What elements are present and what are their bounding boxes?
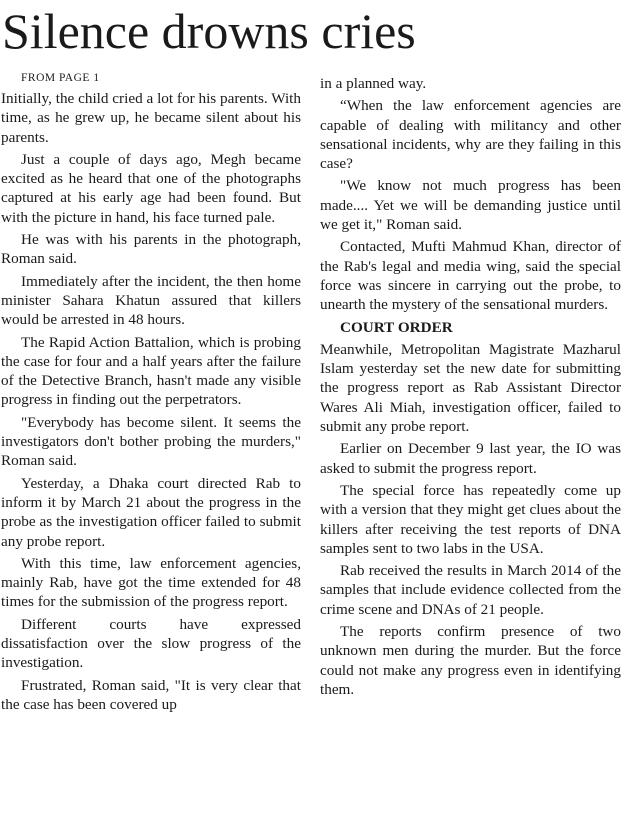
article-paragraph: Frustrated, Roman said, "It is very clear that the case has been covered up	[1, 676, 301, 713]
section-subhead: COURT ORDER	[340, 318, 453, 336]
article-paragraph: Just a couple of days ago, Megh became excited as he heard that one of the photographs captured at his early age had been found. But with the picture in hand, his face turned pale.	[1, 150, 301, 226]
article-paragraph: The Rapid Action Battalion, which is probing the case for four and a half years after the failure of the Detective Branch, hasn't made any visible progress in finding out the perpetrators.	[1, 333, 301, 409]
article-paragraph: Yesterday, a Dhaka court directed Rab to inform it by March 21 about the progress in the probe as the investigation officer failed to submit any probe report.	[1, 474, 301, 550]
article-paragraph: Initially, the child cried a lot for his parents. With time, as he grew up, he became silent about his parents.	[1, 90, 301, 146]
article-paragraph: Earlier on December 9 last year, the IO was asked to submit the progress report.	[320, 440, 621, 477]
left-column	[1, 70, 301, 717]
jump-line: FROM PAGE 1	[21, 72, 100, 84]
headline: Silence drowns cries	[2, 3, 416, 59]
article-paragraph: Different courts have expressed dissatisfaction over the slow progress of the investigation.	[1, 615, 301, 672]
article-paragraph: Contacted, Mufti Mahmud Khan, director of the Rab's legal and media wing, said the special force was sincere in carrying out the probe, to unearth the mystery of the sensational murders.	[320, 238, 621, 314]
article-paragraph: The special force has repeatedly come up with a version that they might get clues about the killers after receiving the test reports of DNA samples sent to two labs in the USA.	[320, 481, 621, 557]
article-paragraph: Meanwhile, Metropolitan Magistrate Mazharul Islam yesterday set the new date for submitting the progress report as Rab Assistant Director Wares Ali Miah, investigation officer, failed to submit any probe report.	[320, 340, 621, 436]
article-paragraph: The reports confirm presence of two unknown men during the murder. But the force could not make any progress even in identifying them.	[320, 623, 621, 698]
article-paragraph: Immediately after the incident, the then home minister Sahara Khatun assured that killers would be arrested in 48 hours.	[1, 272, 301, 329]
article-paragraph: With this time, law enforcement agencies, mainly Rab, have got the time extended for 48 times for the submission of the progress report.	[1, 554, 301, 611]
article-paragraph: He was with his parents in the photograph, Roman said.	[1, 231, 301, 268]
article-paragraph: "We know not much progress has been made.... Yet we will be demanding justice until we get it," Roman said.	[320, 177, 621, 234]
continuation-line: in a planned way.	[320, 75, 427, 92]
article-paragraph: "Everybody has become silent. It seems the investigators don't bother probing the murders," Roman said.	[1, 413, 301, 470]
article-paragraph: “When the law enforcement agencies are capable of dealing with militancy and other sensational incidents, why are they failing in this case?	[320, 97, 621, 173]
right-column	[320, 74, 621, 702]
article-paragraph: Rab received the results in March 2014 of the samples that include evidence collected from the crime scene and DNAs of 21 people.	[320, 562, 621, 618]
